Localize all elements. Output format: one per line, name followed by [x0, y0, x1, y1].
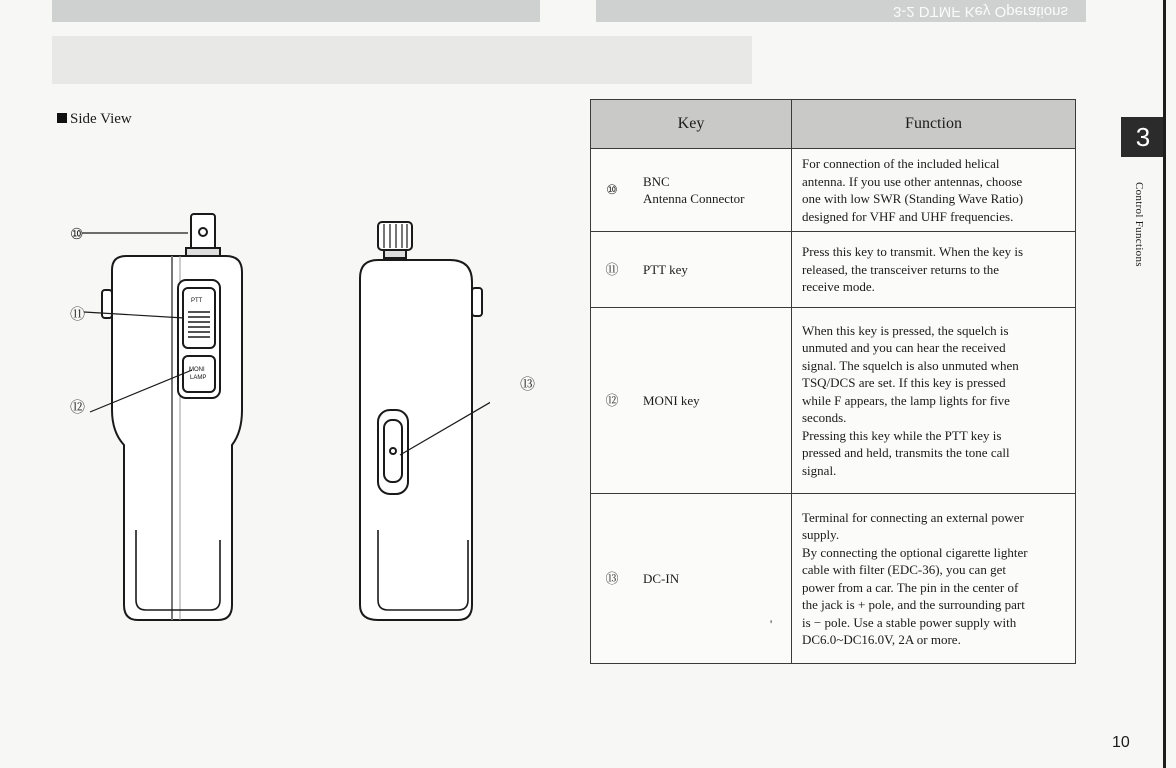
key-name: DC-IN [633, 494, 792, 664]
col-header-key: Key [591, 100, 792, 149]
bleed-through-band [52, 36, 752, 84]
key-function: For connection of the included helical antenna. If you use other antennas, choose one with low SWR (Standing Wave Ratio) designed for VHF and UHF frequencies. [792, 149, 1076, 232]
header-bar-right [596, 0, 1086, 22]
callout-12: ⑫ [70, 398, 86, 416]
page-edge [1163, 0, 1166, 768]
stray-mark: ' [770, 617, 773, 631]
key-function-table [590, 99, 1076, 664]
callout-11: ⑪ [70, 305, 86, 323]
callout-13: ⑬ [520, 375, 536, 393]
row-number: ⑫ [591, 308, 634, 494]
key-function: When this key is pressed, the squelch is unmuted and you can hear the received signal. The squelch is also unmuted when TSQ/DCS are set. If this key is pressed while F appears, the lamp lights for five seconds. Pressing this key while the PTT key is pressed and held, transmits the tone call signal. [792, 308, 1076, 494]
key-name: MONI key [633, 308, 792, 494]
key-name: BNC Antenna Connector [633, 149, 792, 232]
lamp-label: LAMP [190, 375, 207, 381]
table-header-row [591, 100, 1076, 149]
row-number: ⑩ [591, 149, 634, 232]
side-view-title: Side View [57, 111, 132, 128]
section-tab-number: 3 [1121, 117, 1165, 157]
table-row [591, 149, 1076, 232]
col-header-function: Function [792, 100, 1076, 149]
moni-label: MONI [189, 367, 205, 373]
section-tab-label: Control Functions [1133, 182, 1145, 267]
key-function: Terminal for connecting an external power supply. By connecting the optional cigarette lighter cable with filter (EDC-36), you can get power from a car. The pin in the center of the jack is + pole, and the surrounding part is − pole. Use a stable power supply with DC6.0~DC16.0V, 2A or more. [792, 494, 1076, 664]
ptt-label: PTT [191, 298, 203, 304]
key-name: PTT key [633, 232, 792, 308]
ptt-key-icon [183, 288, 215, 348]
row-number: ⑬ [591, 494, 634, 664]
radio-side-illustration [60, 200, 490, 630]
moni-key-icon [183, 356, 215, 392]
key-function: Press this key to transmit. When the key is released, the transceiver returns to the receive mode. [792, 232, 1076, 308]
header-section-title: 3-2 DTMF Key Operations [892, 3, 1068, 20]
table-row [591, 494, 1076, 664]
row-number: ⑪ [591, 232, 634, 308]
table-row [591, 308, 1076, 494]
callout-10: ⑩ [70, 225, 84, 243]
page-number: 10 [1112, 734, 1130, 751]
table-row [591, 232, 1076, 308]
square-bullet-icon [57, 113, 67, 123]
header-bar-left [52, 0, 540, 22]
